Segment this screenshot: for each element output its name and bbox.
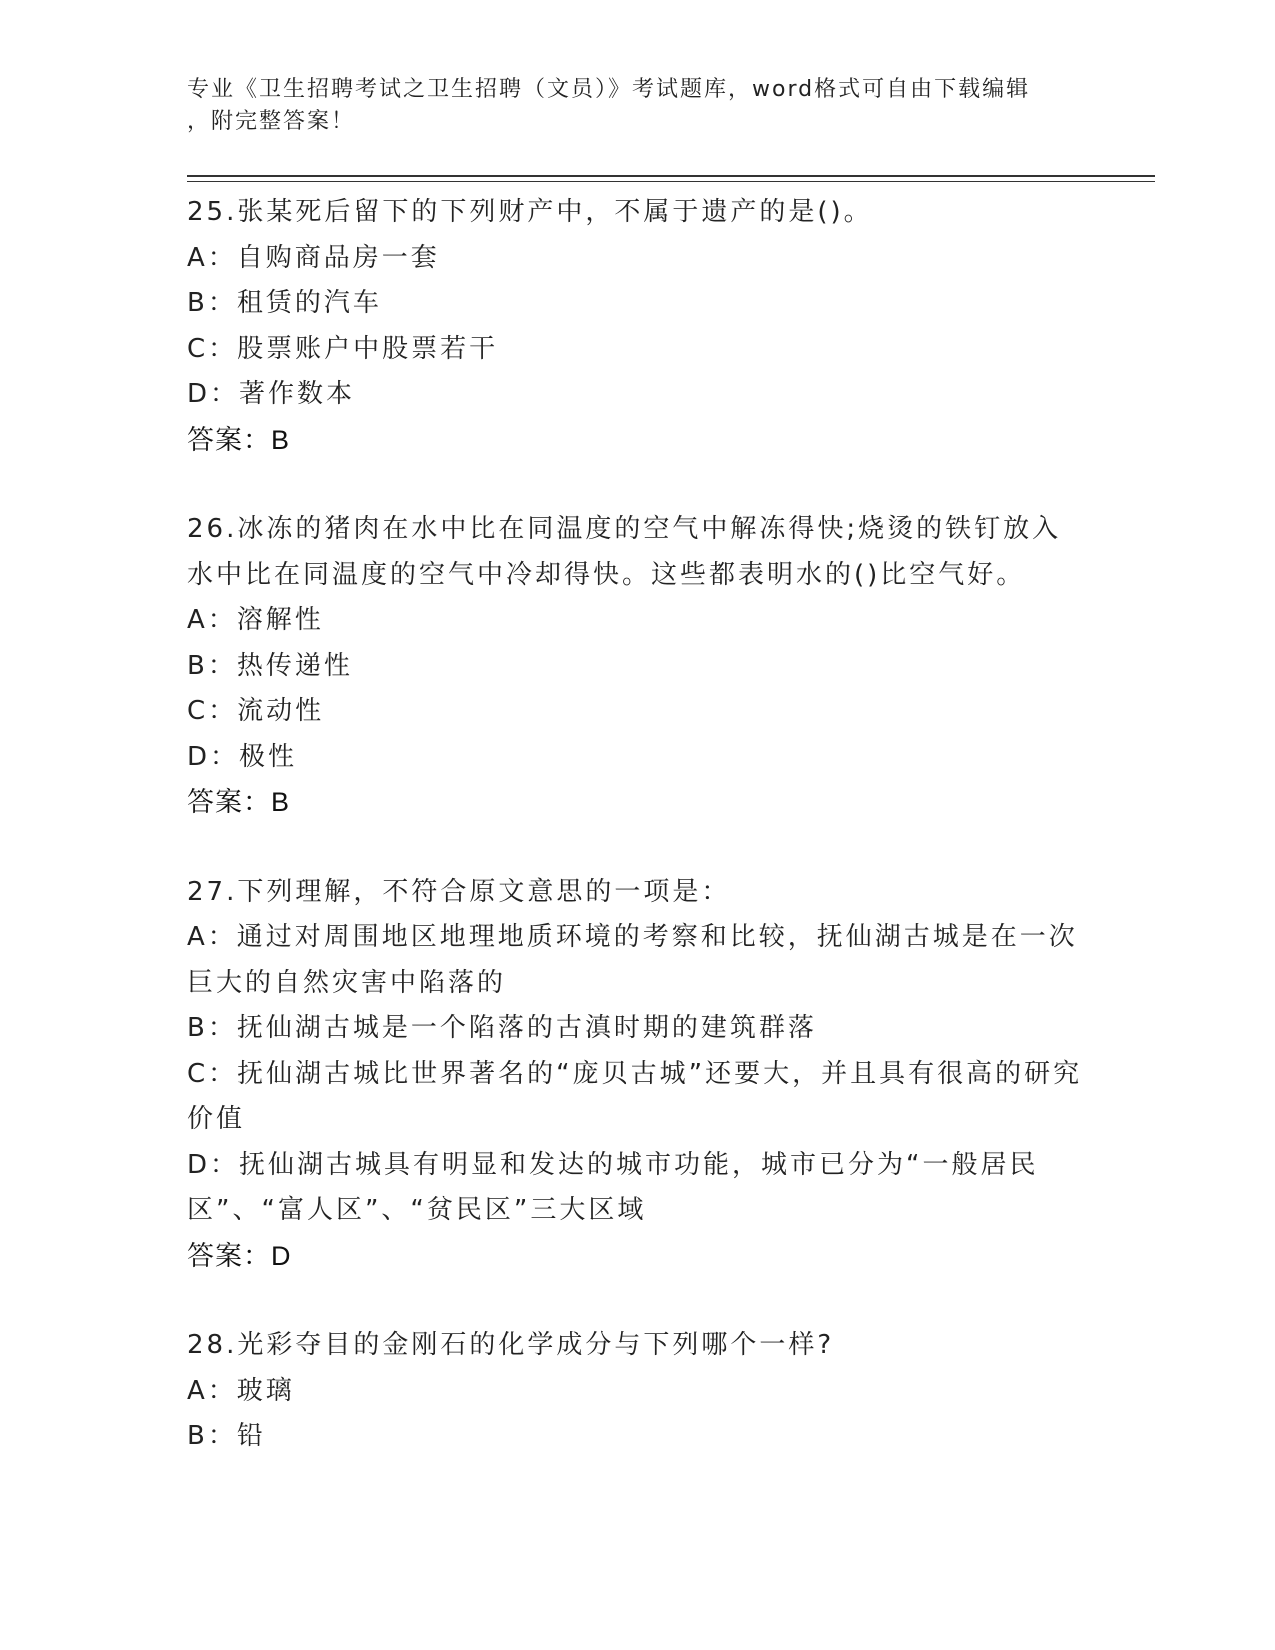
option-a: A：溶解性 [187, 605, 324, 635]
header-divider-thick [187, 175, 1155, 177]
option-b: B：抚仙湖古城是一个陷落的古滇时期的建筑群落 [187, 1013, 817, 1043]
answer-line: 答案：B [187, 787, 291, 817]
question-26 [187, 507, 1087, 826]
option-d: D：抚仙湖古城具有明显和发达的城市功能，城市已分为“一般居民区”、“富人区”、“贫民区”三大区域 [187, 1149, 1039, 1225]
option-d: D：著作数本 [187, 379, 356, 409]
option-b: B：租赁的汽车 [187, 288, 382, 318]
option-a: A：通过对周围地区地理地质环境的考察和比较，抚仙湖古城是在一次巨大的自然灾害中陷落的 [187, 922, 1078, 998]
header-line-2: ，附完整答案！ [187, 109, 356, 134]
option-d: D：极性 [187, 741, 298, 772]
option-c: C：流动性 [187, 696, 325, 726]
option-c: C：抚仙湖古城比世界著名的“庞贝古城”还要大，并且具有很高的研究价值 [187, 1058, 1083, 1134]
question-27 [187, 870, 1087, 1280]
question-stem: 28.光彩夺目的金刚石的化学成分与下列哪个一样? [187, 1330, 835, 1360]
question-list [187, 190, 1087, 1504]
option-c: C：股票账户中股票若干 [187, 333, 499, 364]
question-25 [187, 190, 1087, 463]
header-line-1: 专业《卫生招聘考试之卫生招聘（文员）》考试题库，word格式可自由下载编辑 [187, 77, 1031, 102]
question-28 [187, 1323, 1087, 1460]
answer-line: 答案：B [187, 424, 291, 455]
option-b: B：热传递性 [187, 650, 353, 681]
answer-line: 答案：D [187, 1240, 292, 1271]
option-a: A：自购商品房一套 [187, 242, 440, 273]
question-stem: 25.张某死后留下的下列财产中，不属于遗产的是()。 [187, 197, 873, 227]
option-b: B：铅 [187, 1421, 266, 1451]
header-divider-thin [187, 181, 1155, 182]
question-stem: 26.冰冻的猪肉在水中比在同温度的空气中解冻得快;烧烫的铁钉放入水中比在同温度的空气中冷却得快。这些都表明水的()比空气好。 [187, 514, 1062, 590]
question-stem: 27.下列理解，不符合原文意思的一项是： [187, 876, 731, 907]
option-a: A：玻璃 [187, 1375, 295, 1406]
document-header [187, 74, 1067, 138]
